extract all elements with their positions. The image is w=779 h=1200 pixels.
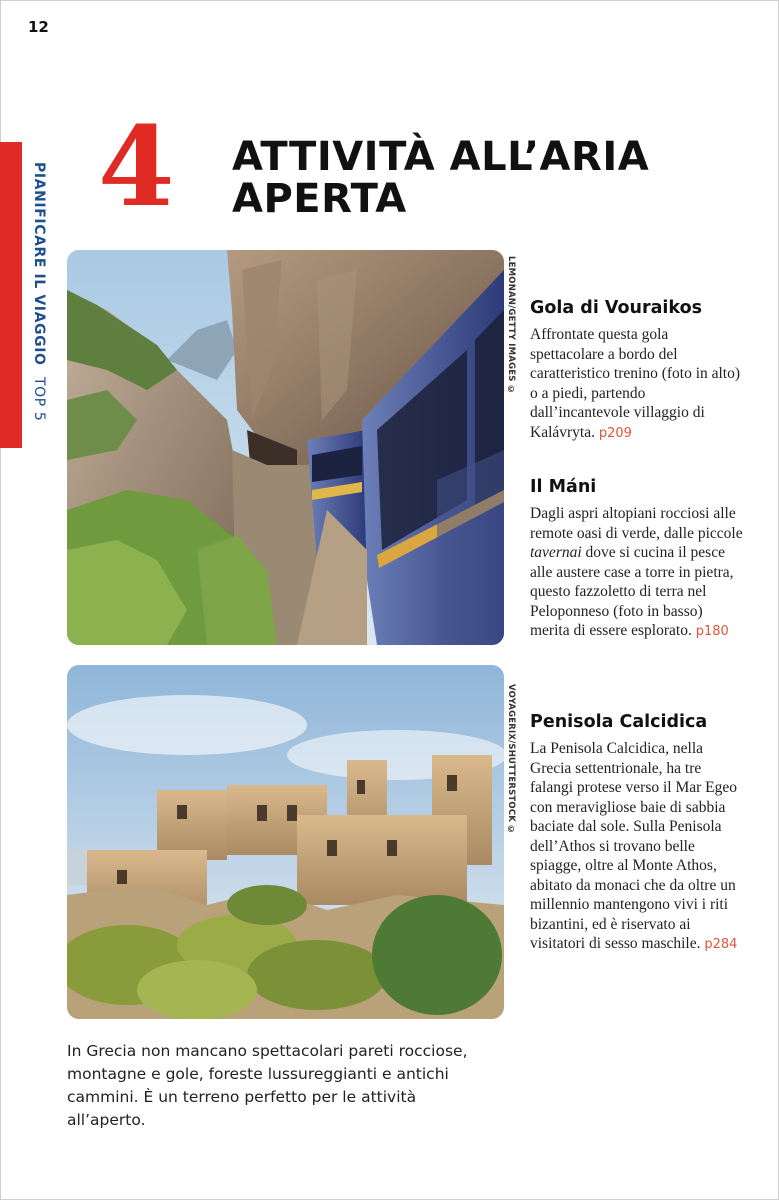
section-title: Il Máni bbox=[530, 477, 597, 497]
section-text-after: dove si cucina il pesce alle austere case a torre in pietra, questo fazzoletto di terra nel Peloponneso (foto in basso) merita di essere esplorato. bbox=[530, 544, 734, 639]
section-body bbox=[530, 504, 745, 642]
stone-village-photo bbox=[67, 665, 504, 1019]
section-body bbox=[530, 325, 745, 443]
section-title: Gola di Vouraikos bbox=[530, 298, 703, 318]
page-number: 12 bbox=[28, 18, 49, 36]
photo-credit-bottom: VOYAGERIX/SHUTTERSTOCK © bbox=[506, 684, 516, 836]
title-line-2: APERTA bbox=[232, 176, 407, 222]
section-text-before: Dagli aspri altopiani rocciosi alle remote oasi di verde, dalle piccole bbox=[530, 505, 743, 542]
mountain-train-photo bbox=[67, 250, 504, 645]
photo-credit-top: LEMONAN/GETTY IMAGES © bbox=[506, 256, 516, 395]
page-reference[interactable]: p209 bbox=[598, 425, 632, 441]
page-title bbox=[232, 136, 712, 220]
page-reference[interactable]: p180 bbox=[695, 624, 729, 639]
section-penisola-calcidica bbox=[530, 711, 745, 955]
side-tab-light: TOP 5 bbox=[31, 376, 47, 421]
top-rank-number: 4 bbox=[98, 102, 175, 231]
section-title: Penisola Calcidica bbox=[530, 712, 708, 732]
side-tab-bold: PIANIFICARE IL VIAGGIO bbox=[31, 162, 47, 366]
title-line-1: ATTIVITÀ ALL’ARIA bbox=[232, 134, 650, 180]
side-tab bbox=[0, 142, 58, 448]
section-gola-di-vouraikos bbox=[530, 297, 745, 443]
page-reference[interactable]: p284 bbox=[704, 937, 738, 952]
section-il-mani bbox=[530, 476, 745, 642]
section-text-italic: tavernai bbox=[530, 544, 582, 561]
intro-paragraph: In Grecia non mancano spettacolari pareti rocciose, montagne e gole, foreste lussureggianti e antichi cammini. È un terreno perfetto per le attività all’aperto. bbox=[67, 1042, 468, 1129]
side-tab-label bbox=[31, 162, 47, 421]
section-body bbox=[530, 739, 745, 955]
section-text: La Penisola Calcidica, nella Grecia settentrionale, ha tre falangi protese verso il Mar Egeo con meravigliose baie di sabbia baciate dal sole. Sulla Penisola dell’Athos si trovano belle spiagge, oltre al Monte Athos, abitato da monaci che da oltre un millennio mantengono vivi i riti bizantini, ed è riservato ai visitatori di sesso maschile. bbox=[530, 740, 738, 952]
section-text: Affrontate questa gola spettacolare a bordo del caratteristico trenino (foto in alto) o a piedi, partendo dall’incantevole villaggio di Kalávryta. bbox=[530, 326, 741, 441]
